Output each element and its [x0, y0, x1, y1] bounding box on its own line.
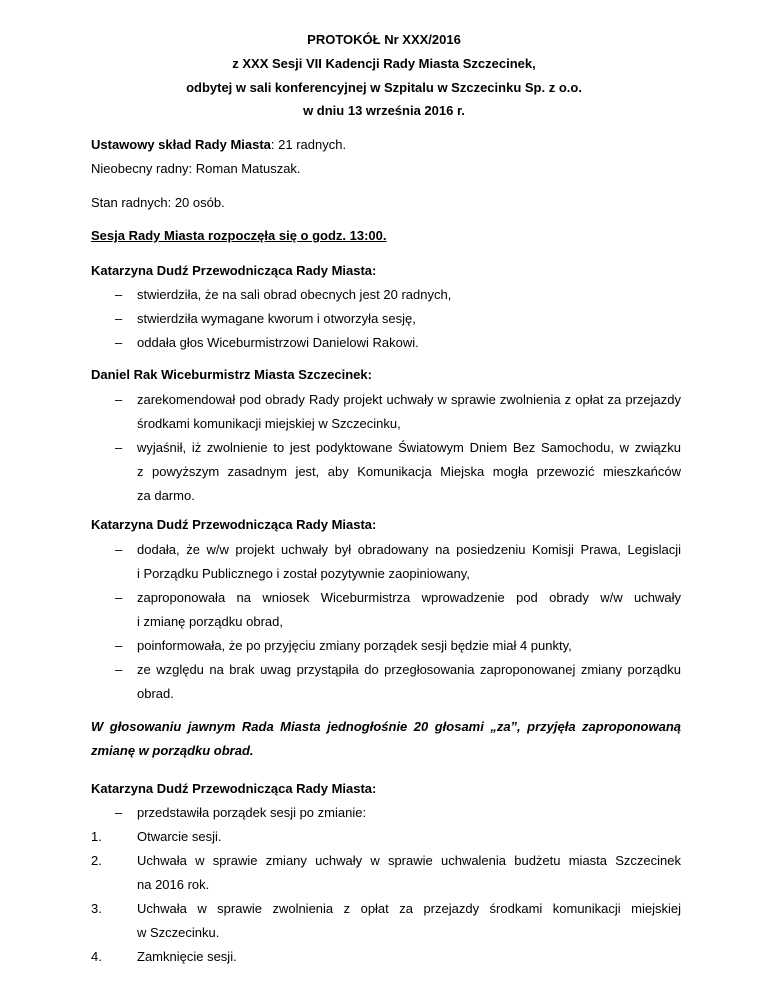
list-item: – przedstawiła porządek sesji po zmianie:: [115, 805, 367, 820]
list-item: – zarekomendował pod obrady Rady projekt uchwały w sprawie zwolnienia z opłat za przejazdy środkami komunikacji miejskiej w Szczecinku,: [115, 392, 681, 431]
council-composition: Ustawowy skład Rady Miasta: 21 radnych.: [91, 137, 347, 152]
absent-councillor: Nieobecny radny: Roman Matuszak.: [91, 161, 301, 176]
session-start: Sesja Rady Miasta rozpoczęła się o godz. 13:00.: [91, 228, 387, 243]
agenda-item: 2. Uchwała w sprawie zmiany uchwały w sprawie uchwalenia budżetu miasta Szczecinek na 2016 rok.: [91, 853, 681, 892]
vote-result-line2: zmianę w porządku obrad.: [91, 743, 254, 758]
list-item: – stwierdziła, że na sali obrad obecnych jest 20 radnych,: [115, 287, 452, 302]
agenda-item: 4. Zamknięcie sesji.: [91, 949, 237, 964]
section2-heading: Daniel Rak Wiceburmistrz Miasta Szczecinek:: [91, 367, 372, 382]
councillor-count: Stan radnych: 20 osób.: [91, 195, 225, 210]
list-item: – stwierdziła wymagane kworum i otworzyła sesję,: [115, 311, 416, 326]
session-title: z XXX Sesji VII Kadencji Rady Miasta Szczecinek,: [232, 56, 536, 71]
session-location: odbytej w sali konferencyjnej w Szpitalu w Szczecinku Sp. z o.o.: [186, 80, 582, 95]
agenda-item: 1. Otwarcie sesji.: [91, 829, 222, 844]
section1-heading: Katarzyna Dudź Przewodnicząca Rady Miasta:: [91, 263, 377, 278]
list-item: – wyjaśnił, iż zwolnienie to jest podyktowane Światowym Dniem Bez Samochodu, w związku z powyższym zasadnym jest, aby Komunikacja Miejska mogła przewozić mieszkańców za darmo.: [115, 440, 681, 503]
section3-heading: Katarzyna Dudź Przewodnicząca Rady Miasta:: [91, 517, 377, 532]
session-date: w dniu 13 września 2016 r.: [303, 103, 465, 118]
agenda-item: 3. Uchwała w sprawie zwolnienia z opłat za przejazdy środkami komunikacji miejskiej w Szczecinku.: [91, 901, 681, 940]
list-item: – oddała głos Wiceburmistrzowi Danielowi Rakowi.: [115, 335, 419, 350]
list-item: – ze względu na brak uwag przystąpiła do przegłosowania zaproponowanej zmiany porządku obrad.: [115, 662, 681, 701]
list-item: – poinformowała, że po przyjęciu zmiany porządek sesji będzie miał 4 punkty,: [115, 638, 572, 653]
list-item: – zaproponowała na wniosek Wiceburmistrza wprowadzenie pod obrady w/w uchwały i zmianę porządku obrad,: [115, 590, 681, 629]
vote-result-line1: W głosowaniu jawnym Rada Miasta jednogłośnie 20 głosami „za”, przyjęła zaproponowaną: [91, 719, 681, 734]
list-item: – dodała, że w/w projekt uchwały był obradowany na posiedzeniu Komisji Prawa, Legislacji i Porządku Publicznego i został pozytywnie zaopiniowany,: [115, 542, 681, 581]
protocol-title: PROTOKÓŁ Nr XXX/2016: [307, 32, 461, 47]
section4-heading: Katarzyna Dudź Przewodnicząca Rady Miasta:: [91, 781, 377, 796]
